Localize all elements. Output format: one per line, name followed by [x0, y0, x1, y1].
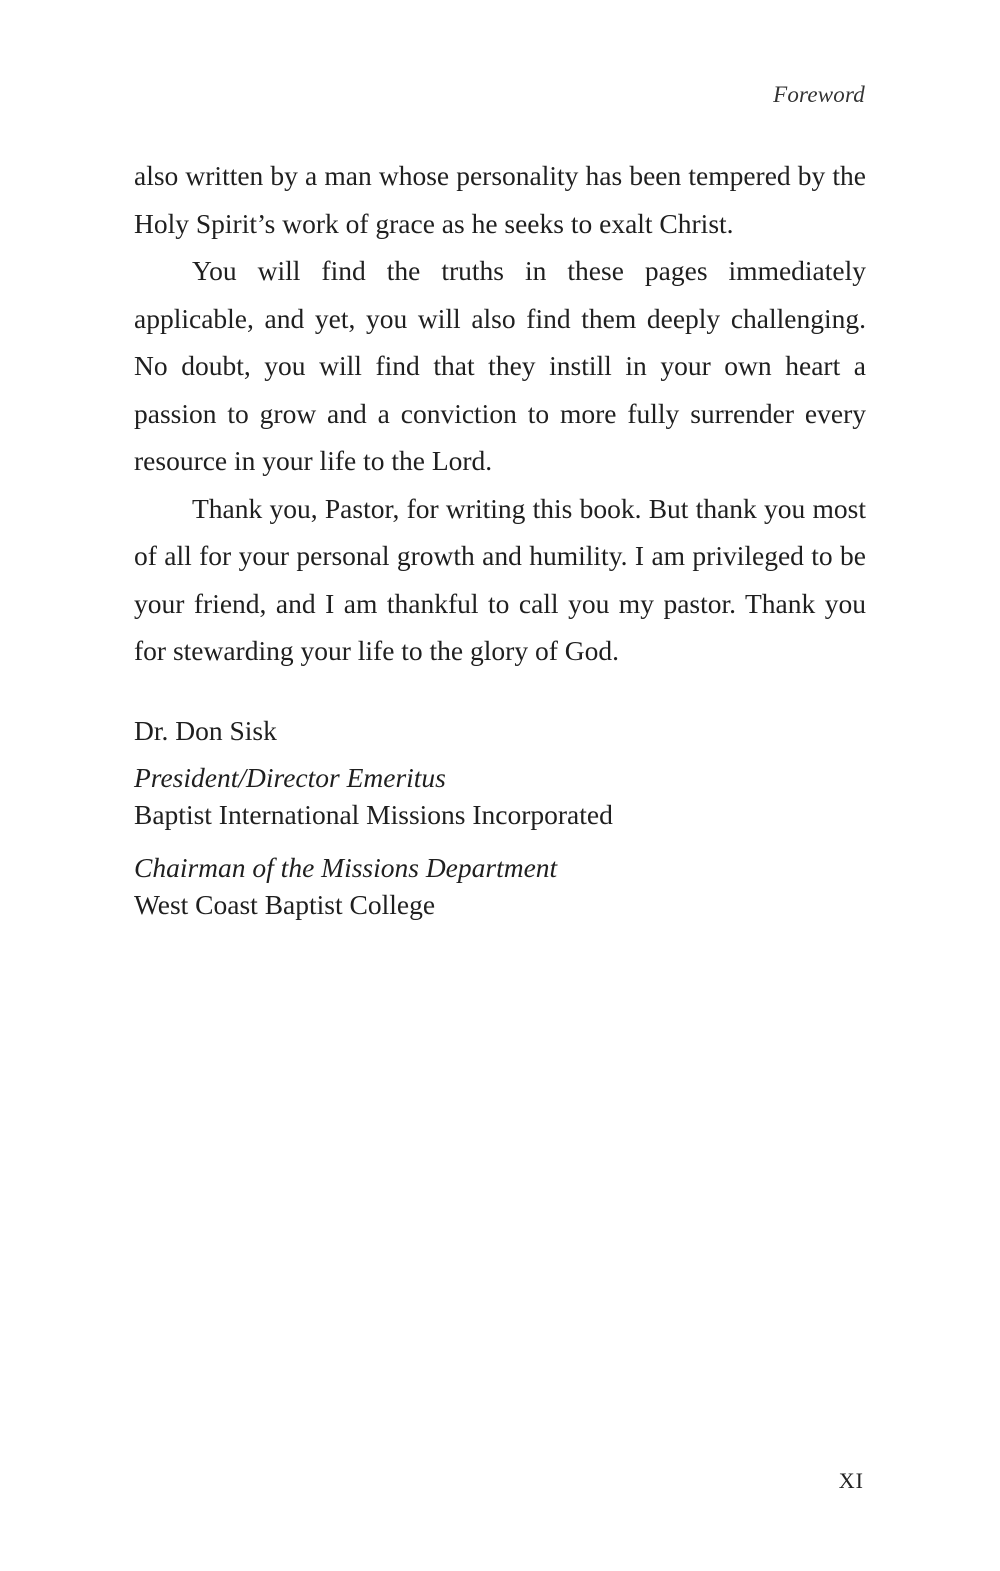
signatory-organization: Baptist International Missions Incorporated	[134, 799, 613, 830]
signatory-title: President/Director Emeritus	[134, 762, 446, 793]
signature-block	[134, 712, 866, 939]
paragraph: Thank you, Pastor, for writing this book. But thank you most of all for your personal growth and humility. I am privileged to be your friend, and I am thankful to call you my pastor. Thank you for stewarding your life to the glory of God.	[134, 492, 866, 666]
paragraph: You will find the truths in these pages immediately applicable, and yet, you will also find them deeply challenging. No doubt, you will find that they instill in your own heart a passion to grow and a conviction to more fully surrender every resource in your life to the Lord.	[134, 255, 866, 476]
paragraph-continuation: also written by a man whose personality has been tempered by the Holy Spirit’s work of grace as he seeks to exalt Christ.	[134, 160, 866, 239]
running-head: Foreword	[773, 82, 865, 107]
signatory-title: Chairman of the Missions Department	[134, 852, 558, 883]
page-number: XI	[838, 1468, 864, 1493]
signatory-organization: West Coast Baptist College	[134, 889, 436, 920]
foreword-body	[134, 152, 866, 675]
signatory-name: Dr. Don Sisk	[134, 715, 277, 746]
